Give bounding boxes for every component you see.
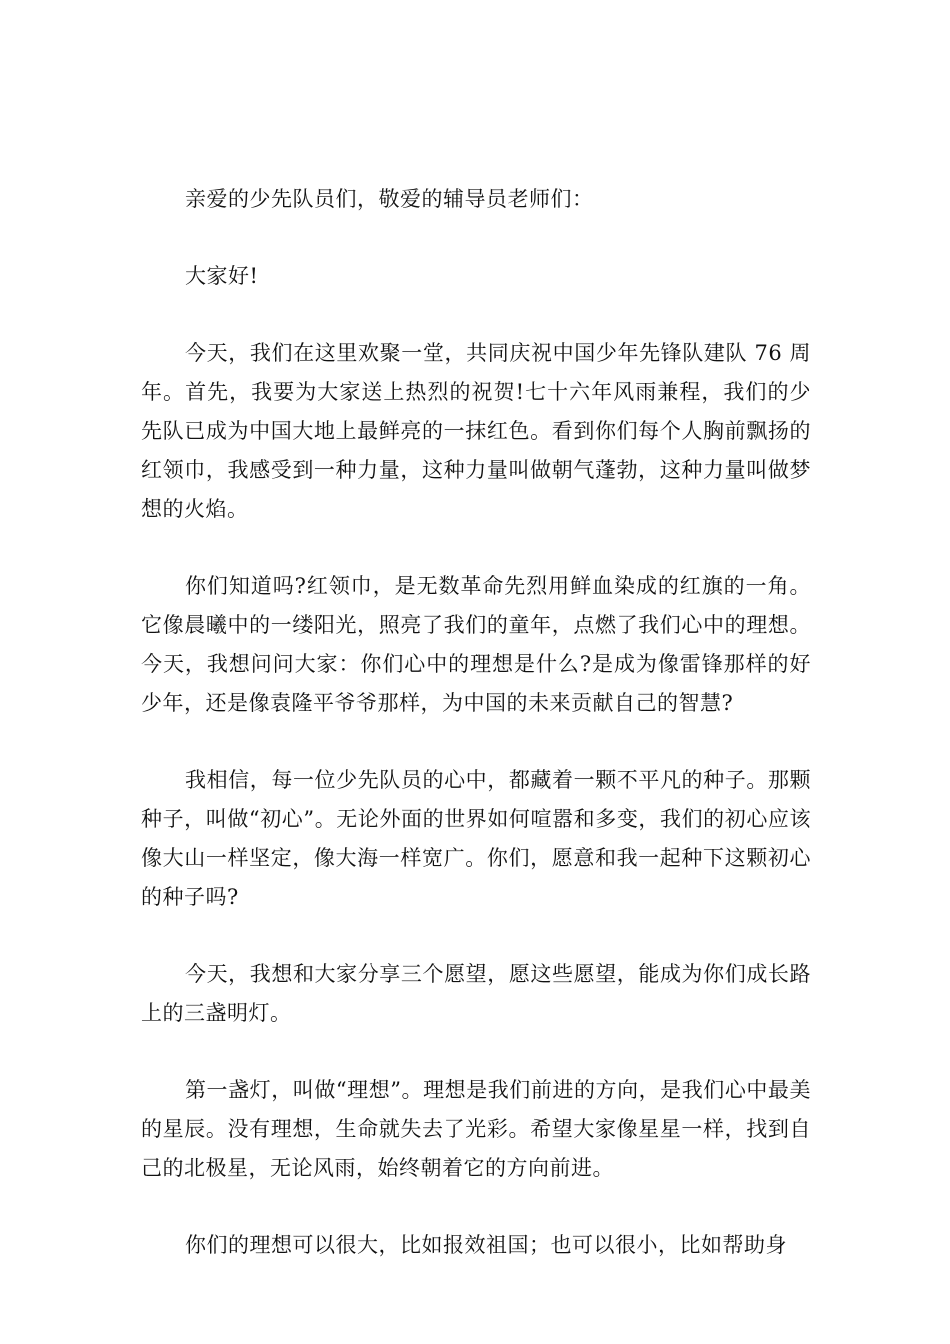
body-paragraph: 今天，我想和大家分享三个愿望，愿这些愿望，能成为你们成长路上的三盏明灯。 [141,962,811,1025]
body-paragraph: 今天，我们在这里欢聚一堂，共同庆祝中国少年先锋队建队 76 周年。首先，我要为大家送上热烈的祝贺!七十六年风雨兼程，我们的少先队已成为中国大地上最鲜亮的一抹红色。看到你们每个人胸前飘扬的红领巾，我感受到一种力量，这种力量叫做朝气蓬勃，这种力量叫做梦想的火焰。 [141,341,811,521]
body-paragraph: 你们知道吗?红领巾，是无数革命先烈用鲜血染成的红旗的一角。它像晨曦中的一缕阳光，照亮了我们的童年，点燃了我们心中的理想。今天，我想问问大家：你们心中的理想是什么?是成为像雷锋那样的好少年，还是像袁隆平爷爷那样，为中国的未来贡献自己的智慧? [141,574,811,715]
hello-paragraph: 大家好! [185,264,259,288]
body-paragraph: 我相信，每一位少先队员的心中，都藏着一颗不平凡的种子。那颗种子，叫做“初心”。无论外面的世界如何喧嚣和多变，我们的初心应该像大山一样坚定，像大海一样宽广。你们，愿意和我一起种下这颗初心的种子吗? [141,768,811,909]
body-paragraph: 你们的理想可以很大，比如报效祖国；也可以很小，比如帮助身 [185,1233,787,1257]
body-paragraph: 第一盏灯，叫做“理想”。理想是我们前进的方向，是我们心中最美的星辰。没有理想，生命就失去了光彩。希望大家像星星一样，找到自己的北极星，无论风雨，始终朝着它的方向前进。 [141,1078,811,1180]
document-body [141,180,811,1303]
greeting-paragraph: 亲爱的少先队员们，敬爱的辅导员老师们： [185,187,594,211]
